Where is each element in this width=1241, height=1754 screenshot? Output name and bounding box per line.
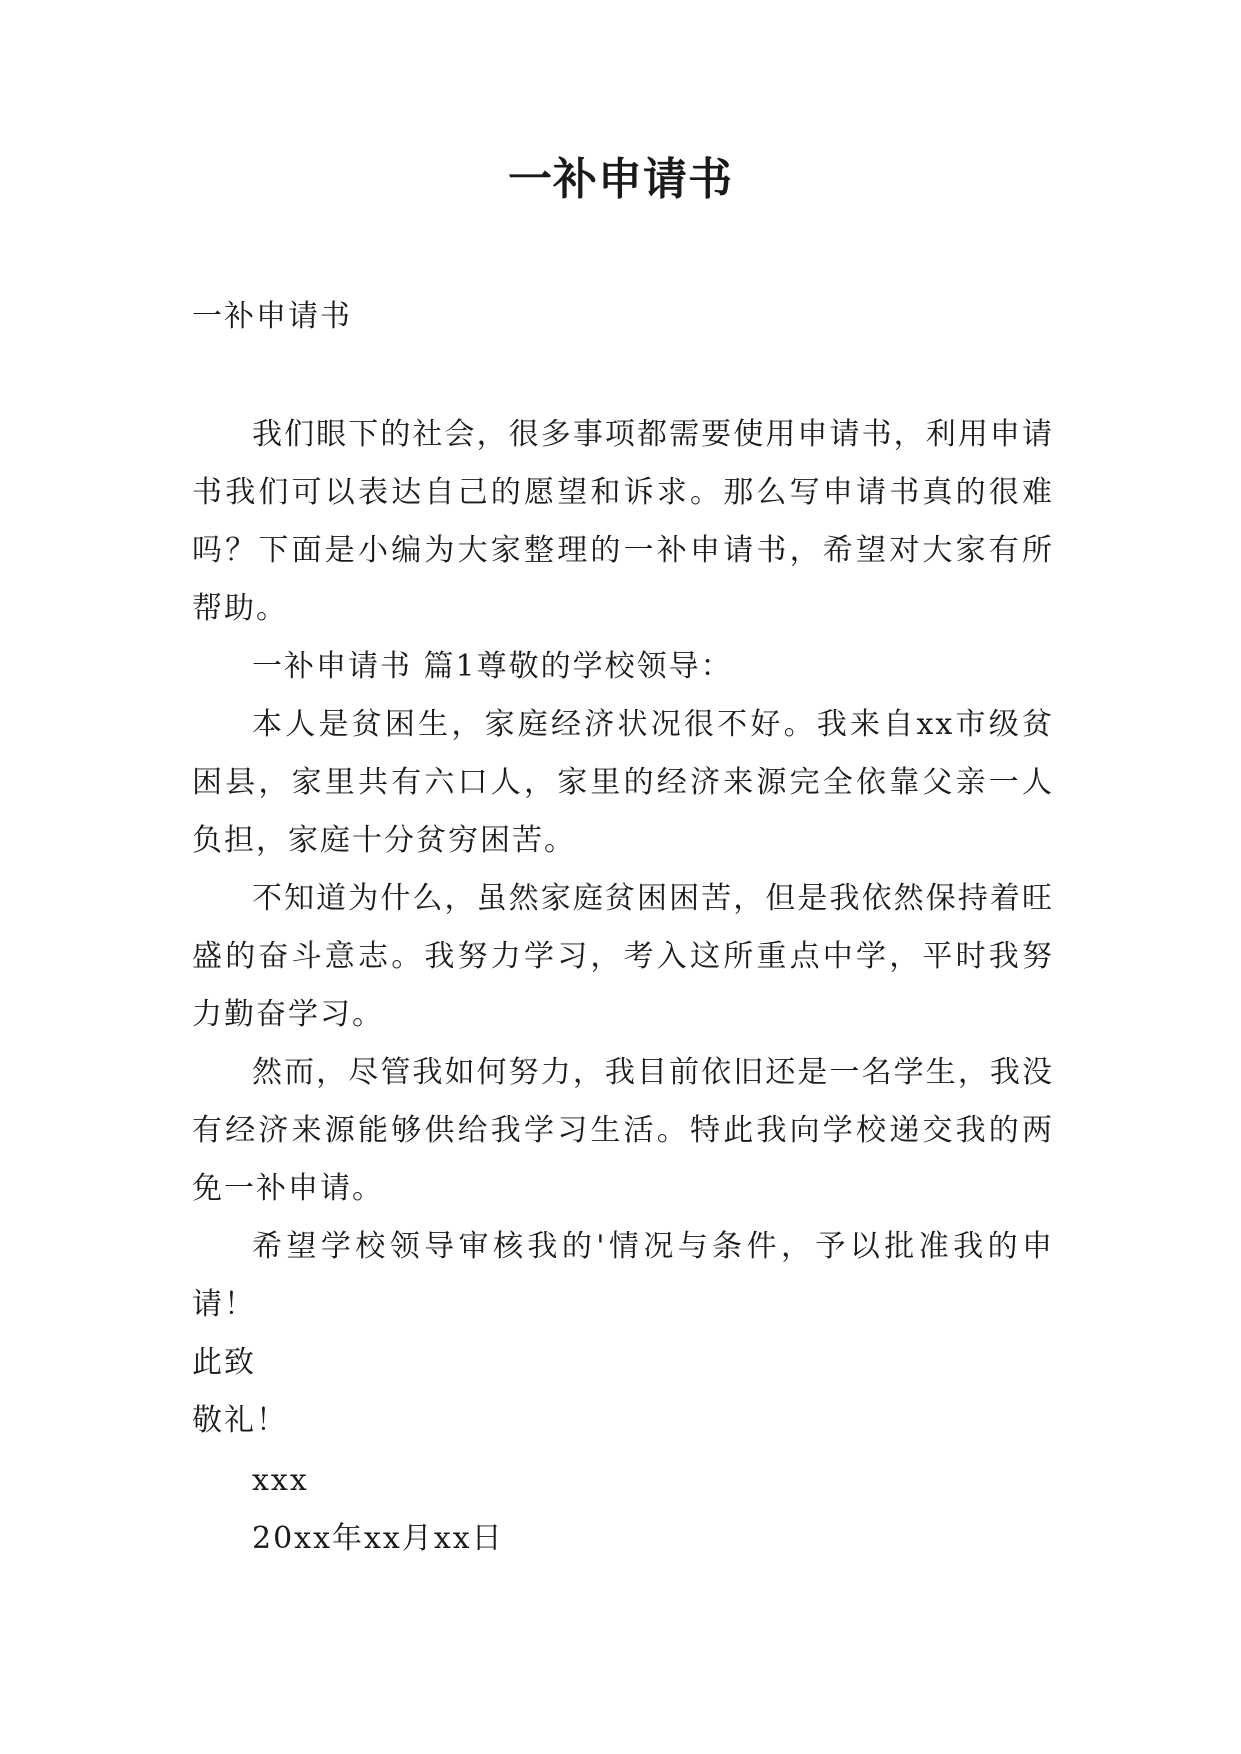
closing-regards: 此致 <box>192 1345 256 1380</box>
signature-date: 20xx年xx月xx日 <box>252 1521 504 1556</box>
signature: xxx <box>252 1463 309 1498</box>
document-subtitle: 一补申请书 <box>192 299 352 334</box>
document-body <box>192 288 1054 1568</box>
document-title: 一补申请书 <box>508 154 733 205</box>
paragraph-background: 本人是贫困生，家庭经济状况很不好。我来自xx市级贫困县，家里共有六口人，家里的经济来源完全依靠父亲一人负担，家庭十分贫穷困苦。 <box>192 707 1054 858</box>
closing-salute: 敬礼！ <box>192 1403 288 1438</box>
paragraph-intro: 我们眼下的社会，很多事项都需要使用申请书，利用申请书我们可以表达自己的愿望和诉求。那么写申请书真的很难吗？下面是小编为大家整理的一补申请书，希望对大家有所帮助。 <box>192 417 1054 626</box>
paragraph-salutation: 一补申请书 篇1尊敬的学校领导： <box>252 649 733 684</box>
paragraph-effort: 不知道为什么，虽然家庭贫困困苦，但是我依然保持着旺盛的奋斗意志。我努力学习，考入这所重点中学，平时我努力勤奋学习。 <box>192 881 1054 1032</box>
paragraph-request: 然而，尽管我如何努力，我目前依旧还是一名学生，我没有经济来源能够供给我学习生活。特此我向学校递交我的两免一补申请。 <box>192 1055 1054 1206</box>
paragraph-hope: 希望学校领导审核我的'情况与条件，予以批准我的申请！ <box>192 1229 1054 1322</box>
